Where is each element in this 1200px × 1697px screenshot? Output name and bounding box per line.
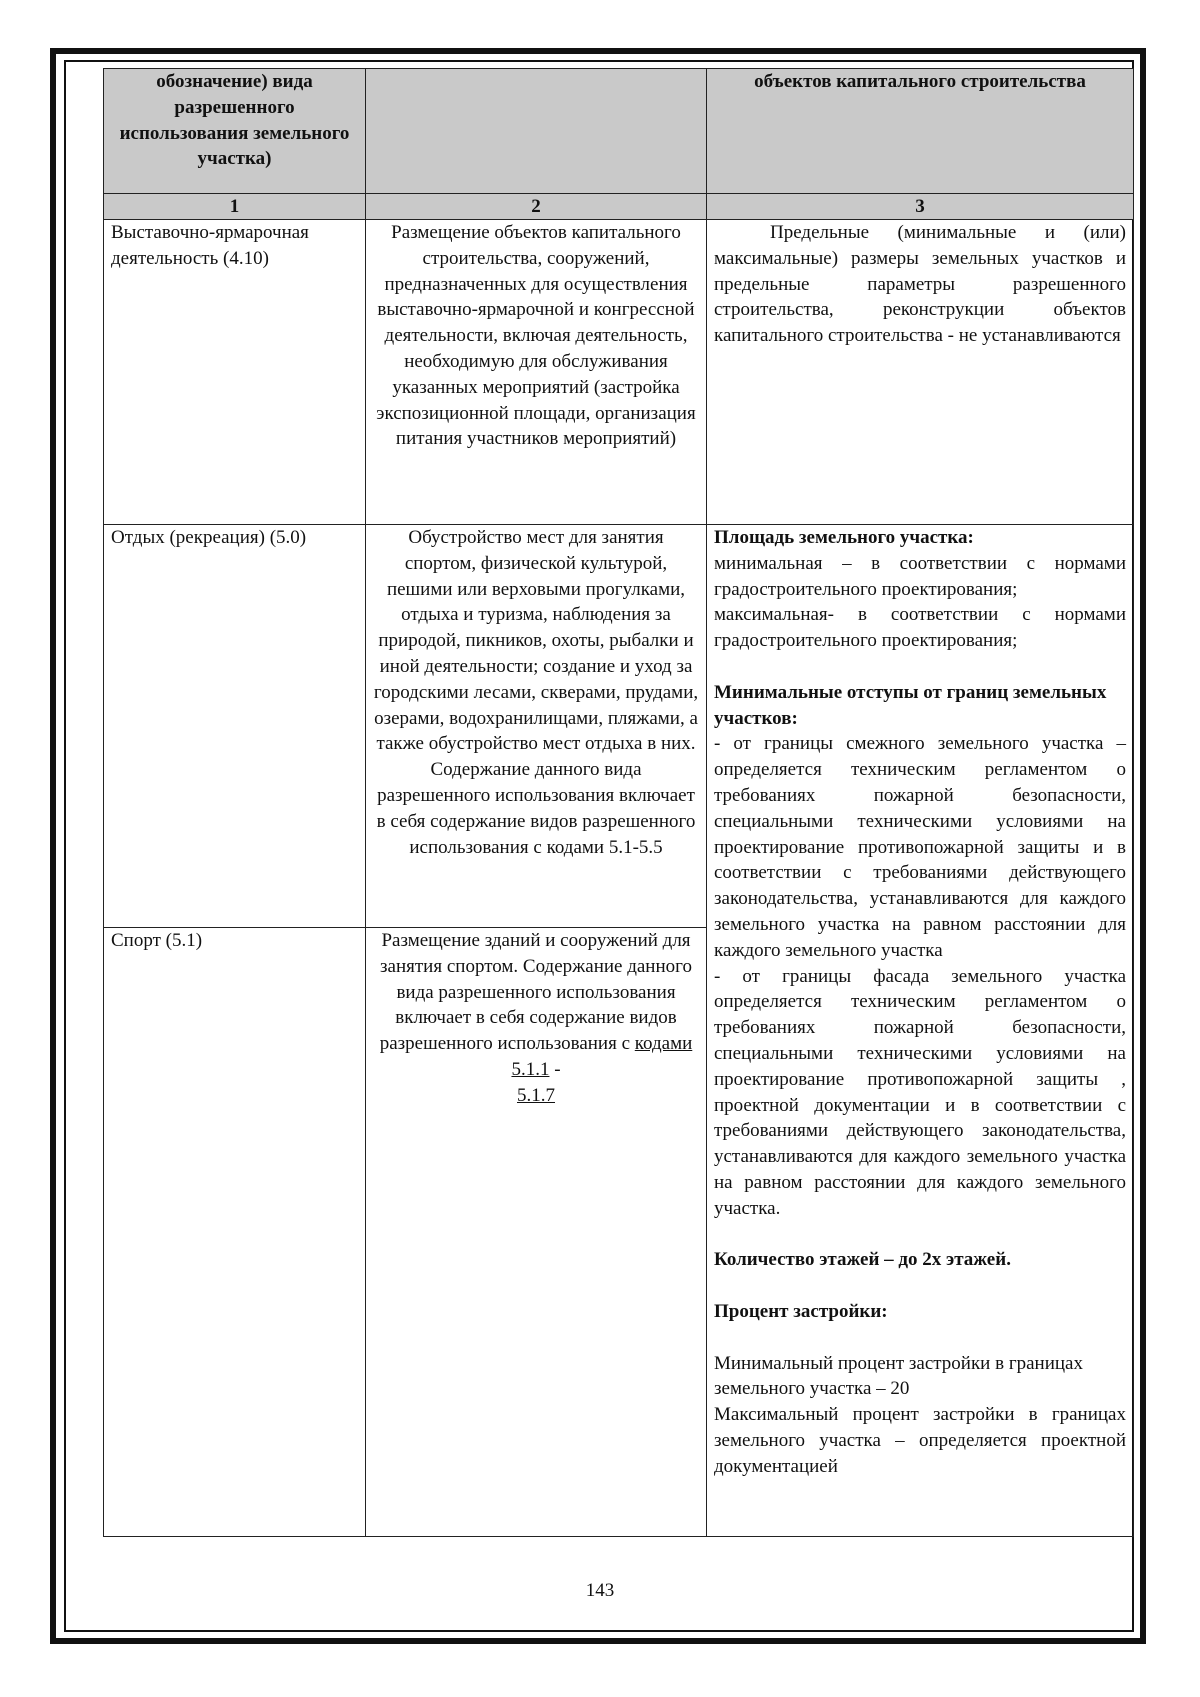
coverage-min: Минимальный процент застройки в границах земельного участка – 20	[714, 1352, 1083, 1400]
coverage-title: Процент застройки:	[714, 1300, 888, 1322]
coverage-max: Максимальный процент застройки в границах земельного участка – определяется проектной документацией	[714, 1404, 1126, 1477]
header-col3: объектов капитального строительства	[707, 69, 1134, 194]
codes-dash: -	[549, 1058, 561, 1080]
area-title: Площадь земельного участка:	[714, 527, 974, 548]
codes-link-end[interactable]: 5.1.7	[517, 1084, 555, 1106]
row2-use-type: Отдых (рекреация) (5.0)	[104, 525, 366, 928]
header-col1: обозначение) вида разрешенного использования земельного участка)	[104, 69, 366, 194]
header-col2	[366, 69, 707, 194]
area-min: минимальная – в соответствии с нормами градостроительного проектирования;	[714, 552, 1126, 600]
column-numbers-row	[104, 194, 1134, 220]
table-row	[104, 220, 1134, 525]
row3-description	[366, 928, 707, 1537]
row3-description-text: Размещение зданий и сооружений для занятия спортом. Содержание данного вида разрешенного использования включает в себя содержание видов разрешенного использования с	[379, 930, 692, 1055]
row2-description: Обустройство мест для занятия спортом, физической культурой, пешими или верховыми прогулками, отдыха и туризма, наблюдения за природой, пикников, охоты, рыбалки и иной деятельности; создание и уход за городскими лесами, скверами, прудами, озерами, водохранилищами, пляжами, а также обустройство мест отдыха в них. Содержание данного вида разрешенного использования включает в себя содержание видов разрешенного использования с кодами 5.1-5.5	[366, 525, 707, 928]
column-number-2: 2	[366, 194, 707, 220]
row1-parameters: Предельные (минимальные и (или) максимальные) размеры земельных участков и предельные параметры разрешенного строительства, реконструкции объектов капитального строительства - не устанавливаются	[707, 220, 1134, 525]
setback-adjacent: - от границы смежного земельного участка – определяется техническим регламентом о требованиях пожарной безопасности, специальными техническими условиями на проектирование противопожарной защиты и в соответствии с требованиями действующего законодательства, устанавливаются для каждого земельного участка на равном расстоянии для каждого земельного участка	[714, 733, 1126, 961]
column-number-1: 1	[104, 194, 366, 220]
row3-use-type: Спорт (5.1)	[104, 928, 366, 1537]
codes-link[interactable]: кодами 5.1.1	[511, 1033, 693, 1080]
row1-description: Размещение объектов капитального строительства, сооружений, предназначенных для осуществления выставочно-ярмарочной и конгрессной деятельности, включая деятельность, необходимую для обслуживания указанных мероприятий (застройка экспозиционной площади, организация питания участников мероприятий)	[366, 220, 707, 525]
column-number-3: 3	[707, 194, 1134, 220]
table-row	[104, 525, 1134, 928]
area-max: максимальная- в соответствии с нормами градостроительного проектирования;	[714, 604, 1126, 652]
table-header-row	[104, 69, 1134, 194]
setback-facade: - от границы фасада земельного участка определяется техническим регламентом о требованиях пожарной безопасности, специальными техническими условиями на проектирование противопожарной защиты , проектной документации и в соответствии с требованиями действующего законодательства, устанавливаются для каждого земельного участка на равном расстоянии для каждого земельного участка.	[714, 965, 1126, 1219]
page-number: 143	[585, 1580, 615, 1601]
merged-parameters-cell	[707, 525, 1134, 1537]
floors-limit: Количество этажей – до 2х этажей.	[714, 1249, 1011, 1271]
setback-title: Минимальные отступы от границ земельных участков:	[714, 681, 1107, 729]
zoning-table	[103, 68, 1134, 1537]
row1-use-type: Выставочно-ярмарочная деятельность (4.10)	[104, 220, 366, 525]
